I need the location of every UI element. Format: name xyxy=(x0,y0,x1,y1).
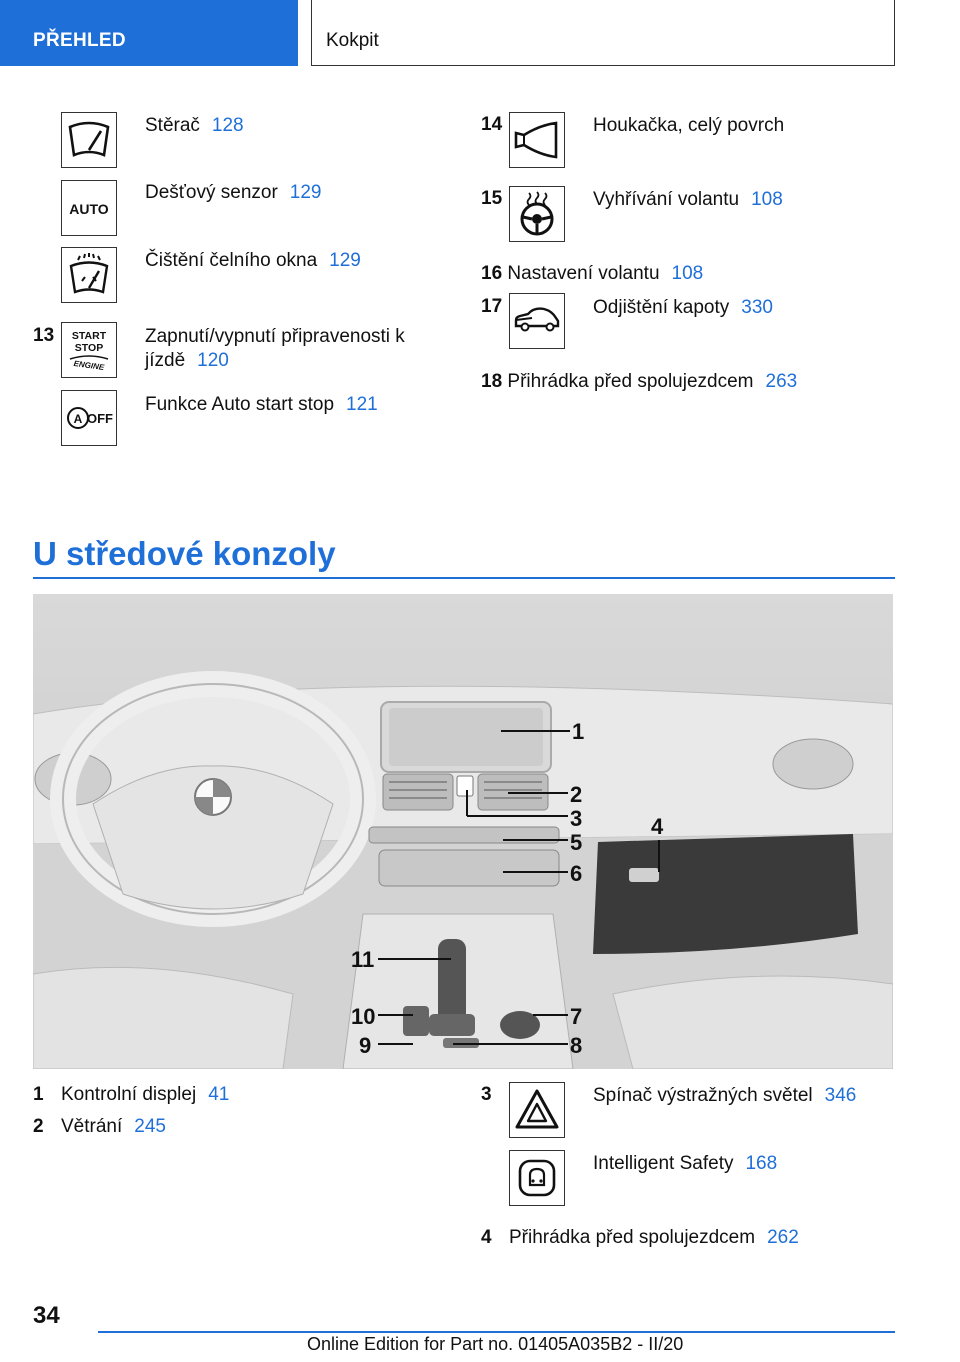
item-label: Intelligent Safety xyxy=(593,1153,734,1174)
page-reference[interactable]: 330 xyxy=(741,297,773,318)
section-title: U středové konzoly xyxy=(33,535,336,572)
footer-divider xyxy=(98,1331,895,1333)
page-reference[interactable]: 128 xyxy=(211,115,244,136)
item-label: Větrání xyxy=(61,1116,123,1137)
a-letter: A xyxy=(73,412,83,426)
list-item xyxy=(33,1083,229,1107)
page-reference[interactable]: 346 xyxy=(824,1085,857,1106)
callout-6: 6 xyxy=(570,861,583,886)
item-label: Odjištění kapoty xyxy=(593,297,730,318)
item-label: Spínač výstražných světel xyxy=(593,1085,813,1106)
list-item xyxy=(593,296,773,320)
page-reference[interactable]: 245 xyxy=(134,1116,166,1137)
page-number: 34 xyxy=(33,1302,60,1329)
list-item xyxy=(145,325,435,373)
edition-note: Online Edition for Part no. 01405A035B2 - II/20 xyxy=(307,1334,684,1354)
callout-11: 11 xyxy=(351,947,375,972)
glovebox-drawing xyxy=(593,834,858,954)
page-reference[interactable]: 41 xyxy=(208,1084,230,1105)
item-number: 4 xyxy=(481,1227,492,1248)
hazard-warning-icon xyxy=(509,1082,565,1138)
item-number: 13 xyxy=(33,325,55,346)
callout-7: 7 xyxy=(570,1004,583,1029)
item-number: 1 xyxy=(33,1084,44,1105)
windshield-washer-icon xyxy=(61,247,117,303)
item-label: Přihrádka před spolujezdcem xyxy=(509,1227,756,1248)
chapter-header xyxy=(311,0,895,66)
center-console-drawing xyxy=(343,914,573,1069)
callout-2: 2 xyxy=(570,782,583,807)
list-item xyxy=(593,1152,777,1176)
item-label: Zapnutí/vypnutí připravenosti k xyxy=(145,326,405,347)
page-reference[interactable]: 108 xyxy=(751,189,783,210)
stop-text: STOP xyxy=(74,342,104,354)
item-label: Přihrádka před spolujezdcem xyxy=(507,371,754,392)
page-reference[interactable]: 263 xyxy=(765,371,798,392)
page-reference[interactable]: 262 xyxy=(767,1227,799,1248)
list-item xyxy=(145,249,361,273)
callout-1: 1 xyxy=(572,719,585,744)
list-item xyxy=(593,114,784,138)
list-item xyxy=(481,370,797,394)
item-number: 2 xyxy=(33,1116,44,1137)
start-text: START xyxy=(71,330,107,342)
wiper-icon xyxy=(61,112,117,168)
callout-10: 10 xyxy=(351,1004,376,1029)
list-item xyxy=(145,114,244,138)
list-item xyxy=(481,1226,799,1250)
callout-5: 5 xyxy=(570,830,583,855)
callout-3: 3 xyxy=(570,806,583,831)
item-number: 14 xyxy=(481,114,503,135)
page-reference[interactable]: 121 xyxy=(346,394,378,415)
page-reference[interactable]: 108 xyxy=(671,263,704,284)
callout-4: 4 xyxy=(651,814,664,839)
section-tab-label: PŘEHLED xyxy=(33,30,126,51)
horn-icon xyxy=(509,112,565,168)
list-item xyxy=(33,1115,166,1139)
callout-9: 9 xyxy=(359,1033,372,1058)
page-reference[interactable]: 168 xyxy=(745,1153,778,1174)
item-label: Kontrolní displej xyxy=(61,1084,197,1105)
item-label: Stěrač xyxy=(145,115,200,136)
page-reference[interactable]: 129 xyxy=(289,182,322,203)
list-item xyxy=(145,181,322,205)
section-divider xyxy=(33,577,895,579)
item-label: Vyhřívání volantu xyxy=(593,189,740,210)
intelligent-safety-icon xyxy=(509,1150,565,1206)
dashboard-illustration xyxy=(33,594,893,1069)
item-label: Nastavení volantu xyxy=(507,263,660,284)
item-number: 3 xyxy=(481,1084,492,1105)
auto-icon-text: AUTO xyxy=(69,201,109,217)
callout-8: 8 xyxy=(570,1033,583,1058)
auto-start-stop-off-icon xyxy=(61,390,117,446)
section-tab xyxy=(0,0,298,66)
item-label: Houkačka, celý povrch xyxy=(593,115,785,136)
heated-steering-wheel-icon xyxy=(509,186,565,242)
dashboard-drawing xyxy=(33,594,893,1069)
hood-release-icon xyxy=(509,293,565,349)
list-item xyxy=(593,188,783,212)
off-text: OFF xyxy=(87,411,113,426)
item-number: 15 xyxy=(481,188,503,209)
item-number: 18 xyxy=(481,371,503,392)
item-number: 17 xyxy=(481,296,503,317)
item-number: 16 xyxy=(481,263,503,284)
start-stop-engine-icon xyxy=(61,322,117,378)
page-reference[interactable]: 120 xyxy=(197,350,229,371)
chapter-title: Kokpit xyxy=(326,30,379,51)
rain-sensor-auto-icon xyxy=(61,180,117,236)
item-label-continued: jízdě xyxy=(145,350,186,371)
engine-text: ENGINE xyxy=(73,358,105,373)
page-reference[interactable]: 129 xyxy=(329,250,361,271)
item-label: Funkce Auto start stop xyxy=(145,394,335,415)
item-label: Čištění čelního okna xyxy=(145,250,318,271)
list-item xyxy=(481,262,703,286)
list-item xyxy=(593,1084,856,1108)
item-label: Dešťový senzor xyxy=(145,182,278,203)
control-display-drawing xyxy=(381,702,551,772)
list-item xyxy=(145,393,378,417)
